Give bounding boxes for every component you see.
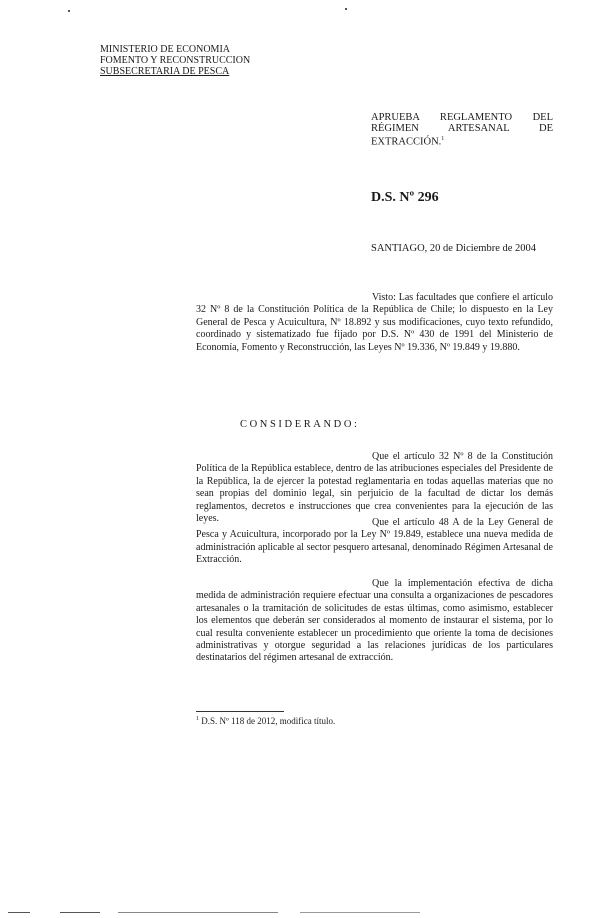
considerando-3 (196, 578, 553, 665)
decree-title (371, 112, 553, 148)
decree-number: D.S. Nº 296 (371, 190, 439, 205)
header-line-fomento: FOMENTO Y RECONSTRUCCION (100, 55, 251, 66)
scan-edge-line (60, 912, 100, 913)
title-line-2: RÉGIMEN ARTESANAL DE (371, 123, 553, 134)
scan-speck (68, 10, 70, 12)
considerando-1-text: Que el artículo 32 Nº 8 de la Constitución Política de la República establece, dentro de las atribuciones especiales del Presidente de la República, la de ejercer la potestad reglamentaria en todas aquellas materias que no sean propias del dominio legal, sin perjuicio de la facultad de dictar los demás reglamentos, decretos e instrucciones que crea convenientes para la ejecución de las leyes. (196, 451, 553, 525)
title-line-3 (371, 134, 553, 148)
visto-text: Visto: Las facultades que confiere el artículo 32 Nº 8 de la Constitución Política de la República de Chile; lo dispuesto en la Ley General de Pesca y Acuicultura, Nº 18.892 y sus modificaciones, cuyo texto refundido, coordinado y sistematizado fue fijado por D.S. Nº 430 de 1991 del Ministerio de Economía, Fomento y Reconstrucción, las Leyes Nº 19.336, Nº 19.849 y 19.880. (196, 292, 553, 353)
scan-speck (345, 8, 347, 10)
scan-edge-line (300, 912, 420, 913)
title-line-3-text: EXTRACCIÓN. (371, 136, 442, 148)
considerando-3-text: Que la implementación efectiva de dicha medida de administración requiere efectuar una consulta a organizaciones de pescadores artesanales o la tramitación de solicitudes de estas últimas, como asimismo, establecer los elementos que deberán ser considerados al momento de instaurar el sistema, por lo cual resulta conveniente establecer un procedimiento que oriente la toma de decisiones administrativas y otorgue seguridad a las relaciones jurídicas de los particulares destinatarios del régimen artesanal de extracción. (196, 578, 553, 664)
decree-date: SANTIAGO, 20 de Diciembre de 2004 (371, 243, 537, 254)
considerando-2-text: Que el artículo 48 A de la Ley General de Pesca y Acuicultura, incorporado por la Ley Nº 19.849, establece una nueva medida de administración aplicable al sector pesquero artesanal, denominado Régimen Artesanal de Extracción. (196, 517, 553, 566)
ministry-header (100, 44, 250, 77)
footnote-mark: 1 (196, 716, 199, 722)
title-footnote-mark: 1 (441, 136, 445, 142)
considerando-heading: CONSIDERANDO: (240, 419, 360, 430)
scan-edge-line (118, 912, 278, 913)
footnote-divider (196, 711, 284, 712)
header-line-ministry: MINISTERIO DE ECONOMIA (100, 44, 230, 55)
footnote (196, 716, 335, 726)
title-line-1: APRUEBA REGLAMENTO DEL (371, 112, 553, 123)
visto-paragraph (196, 292, 553, 354)
considerando-2 (196, 517, 553, 567)
considerando-1 (196, 451, 553, 525)
scan-edge-line (8, 912, 30, 913)
footnote-text: D.S. Nº 118 de 2012, modifica título. (201, 716, 336, 726)
header-line-subsecretaria: SUBSECRETARIA DE PESCA (100, 66, 230, 77)
